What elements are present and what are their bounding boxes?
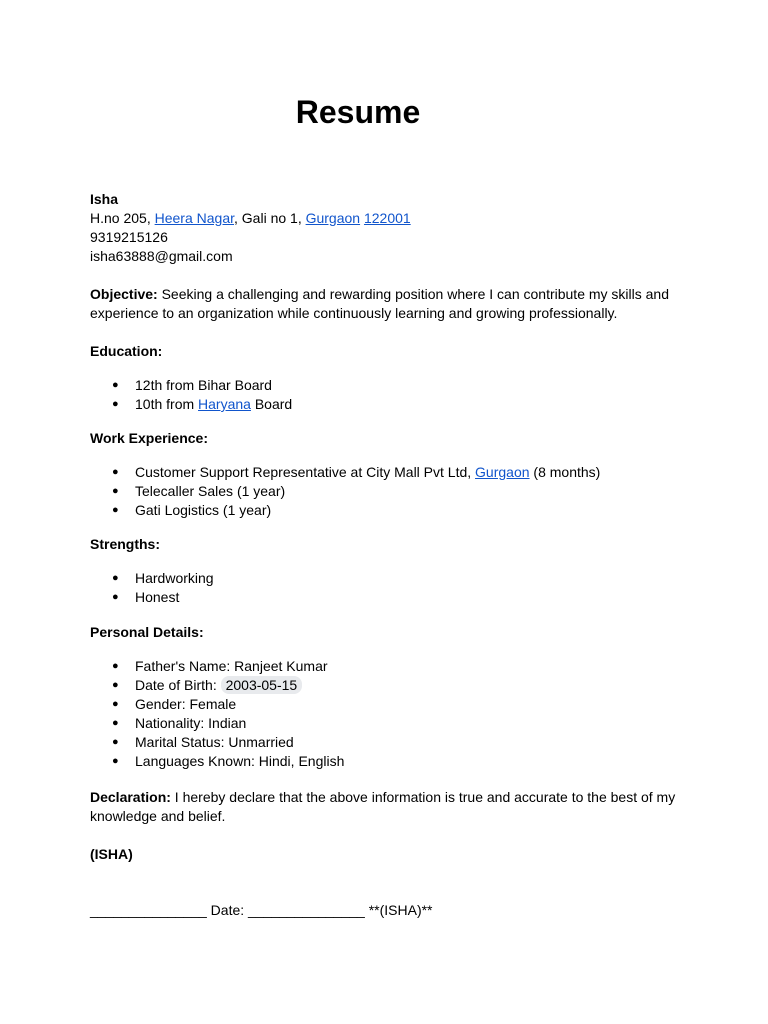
link-haryana[interactable]: Haryana bbox=[198, 396, 251, 412]
address-link-pincode[interactable]: 122001 bbox=[363, 210, 411, 226]
bullet-icon: ● bbox=[112, 466, 119, 478]
education-item-prefix: 10th from bbox=[135, 396, 199, 412]
work-item-suffix: (8 months) bbox=[529, 464, 601, 480]
bullet-icon: ● bbox=[112, 398, 119, 410]
declaration-name: (ISHA) bbox=[90, 846, 133, 862]
objective-label: Objective: bbox=[90, 286, 158, 302]
bullet-icon: ● bbox=[112, 660, 119, 672]
strengths-list bbox=[90, 569, 680, 607]
work-item-text: Telecaller Sales (1 year) bbox=[135, 483, 286, 499]
list-item bbox=[90, 695, 680, 714]
contact-block bbox=[90, 190, 680, 266]
personal-gender: Gender: Female bbox=[135, 696, 237, 712]
date-chip[interactable]: 2003-05-15 bbox=[221, 676, 303, 694]
bullet-icon: ● bbox=[112, 504, 119, 516]
bullet-icon: ● bbox=[112, 379, 119, 391]
contact-address bbox=[90, 209, 680, 228]
work-item-text: Gati Logistics (1 year) bbox=[135, 502, 272, 518]
list-item bbox=[90, 676, 680, 695]
objective-text: Seeking a challenging and rewarding position where I can contribute my skills and experience to an organization while continuously learning and growing professionally. bbox=[90, 286, 669, 321]
education-item-suffix: Board bbox=[250, 396, 293, 412]
work-list bbox=[90, 463, 680, 520]
list-item bbox=[90, 395, 680, 414]
declaration-label: Declaration: bbox=[90, 789, 171, 805]
list-item bbox=[90, 752, 680, 771]
strength-item-text: Honest bbox=[135, 589, 180, 605]
work-item-prefix: Customer Support Representative at City Mall Pvt Ltd, bbox=[135, 464, 476, 480]
list-item bbox=[90, 376, 680, 395]
declaration-paragraph bbox=[90, 788, 680, 826]
contact-email: isha63888@gmail.com bbox=[90, 248, 233, 264]
bullet-icon: ● bbox=[112, 485, 119, 497]
page-title: Resume bbox=[295, 94, 421, 130]
education-item-text: 12th from Bihar Board bbox=[135, 377, 272, 393]
address-mid: , Gali no 1, bbox=[234, 210, 306, 226]
list-item bbox=[90, 569, 680, 588]
personal-dob-label: Date of Birth: bbox=[135, 677, 221, 693]
contact-name: Isha bbox=[90, 191, 119, 207]
education-list bbox=[90, 376, 680, 414]
bullet-icon: ● bbox=[112, 736, 119, 748]
link-gurgaon[interactable]: Gurgaon bbox=[475, 464, 530, 480]
bullet-icon: ● bbox=[112, 717, 119, 729]
personal-languages: Languages Known: Hindi, English bbox=[135, 753, 345, 769]
list-item bbox=[90, 482, 680, 501]
personal-marital: Marital Status: Unmarried bbox=[135, 734, 294, 750]
bullet-icon: ● bbox=[112, 591, 119, 603]
contact-phone: 9319215126 bbox=[90, 229, 168, 245]
objective-paragraph bbox=[90, 285, 680, 323]
list-item bbox=[90, 733, 680, 752]
address-prefix: H.no 205, bbox=[90, 210, 155, 226]
personal-nationality: Nationality: Indian bbox=[135, 715, 247, 731]
bullet-icon: ● bbox=[112, 679, 119, 691]
list-item bbox=[90, 588, 680, 607]
bullet-icon: ● bbox=[112, 572, 119, 584]
declaration-text: I hereby declare that the above information is true and accurate to the best of my knowledge and belief. bbox=[90, 789, 676, 824]
list-item bbox=[90, 501, 680, 520]
education-heading: Education: bbox=[90, 343, 163, 359]
personal-list bbox=[90, 657, 680, 771]
signature-line: _______________ Date: _______________ **(ISHA)** bbox=[90, 902, 433, 918]
list-item bbox=[90, 714, 680, 733]
personal-heading: Personal Details: bbox=[90, 624, 204, 640]
personal-father: Father's Name: Ranjeet Kumar bbox=[135, 658, 328, 674]
address-link-heera-nagar[interactable]: Heera Nagar bbox=[154, 210, 234, 226]
list-item bbox=[90, 657, 680, 676]
work-heading: Work Experience: bbox=[90, 430, 209, 446]
address-link-gurgaon[interactable]: Gurgaon bbox=[305, 210, 361, 226]
bullet-icon: ● bbox=[112, 755, 119, 767]
list-item bbox=[90, 463, 680, 482]
strength-item-text: Hardworking bbox=[135, 570, 214, 586]
bullet-icon: ● bbox=[112, 698, 119, 710]
strengths-heading: Strengths: bbox=[90, 536, 160, 552]
